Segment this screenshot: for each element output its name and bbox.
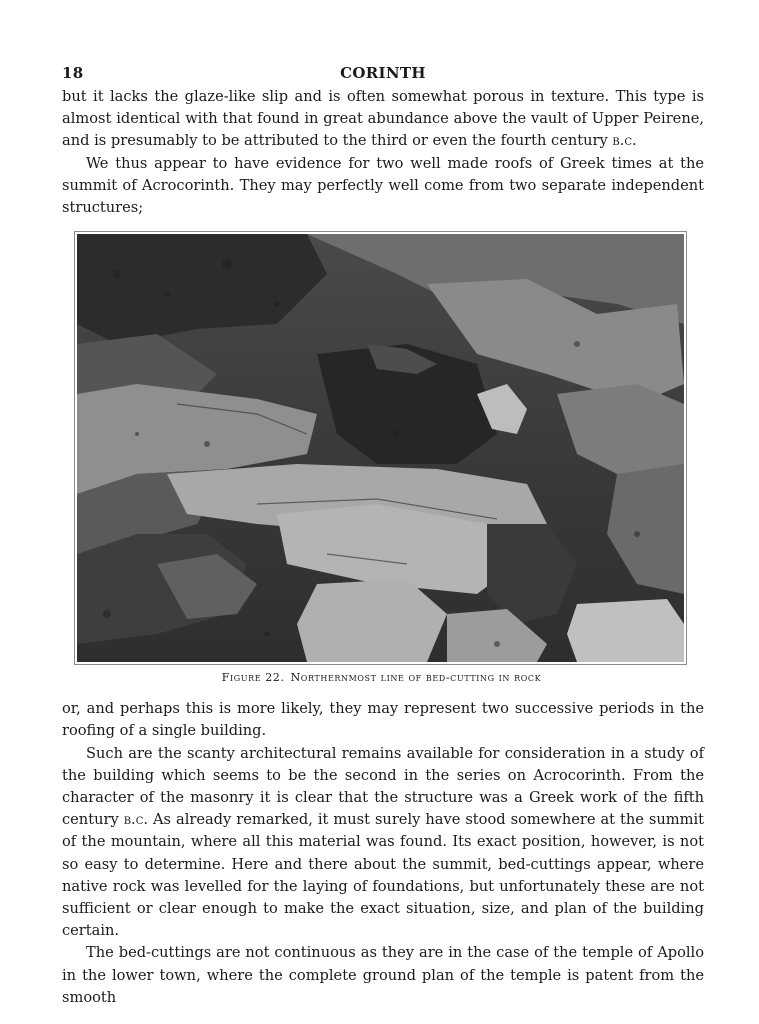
page-header	[62, 60, 704, 86]
paragraph-3: or, and perhaps this is more likely, they may represent two successive periods in the roofing of a single building.	[62, 700, 704, 740]
era-abbreviation: b.c.	[612, 132, 637, 150]
paragraph-1: but it lacks the glaze-like slip and is often somewhat porous in texture. This type is almost identical with that found in great abundance above the vault of Upper Peirene, and is presumably to be attributed to the third or even the fourth century b.c.	[62, 88, 704, 150]
paragraph-4: Such are the scanty architectural remains available for consideration in a study of the building which seems to be the second in the series on Acrocorinth. From the character of the masonry it is clear that the structure was a Greek work of the fifth century b.c. As already remarked, it must surely have stood somewhere at the summit of the mountain, where all this material was found. Its exact position, however, is not so easy to determine. Here and there about the summit, bed-cuttings appear, where native rock was levelled for the laying of foundations, but unfortunately these are not sufficient or clear enough to make the exact situation, size, and plan of the building certain.	[62, 744, 705, 940]
paragraph-2: We thus appear to have evidence for two well made roofs of Greek times at the summit of Acrocorinth. They may perfectly well come from two separate independent structures;	[62, 154, 704, 217]
caption-text: Northernmost line of bed-cutting in rock	[290, 671, 542, 685]
era-abbreviation: b.c.	[123, 811, 148, 829]
document-page	[62, 60, 704, 1009]
figure-caption	[74, 671, 689, 684]
figure-label: Figure 22.	[221, 671, 285, 685]
page-number: 18	[62, 64, 84, 82]
paragraph-5: The bed-cuttings are not continuous as they are in the case of the temple of Apollo in the lower town, where the complete ground plan of the temple is patent from the smooth	[62, 944, 704, 1006]
figure	[74, 231, 689, 684]
rock-photograph	[77, 234, 684, 662]
running-title: CORINTH	[340, 64, 426, 82]
photo-frame	[74, 231, 687, 665]
